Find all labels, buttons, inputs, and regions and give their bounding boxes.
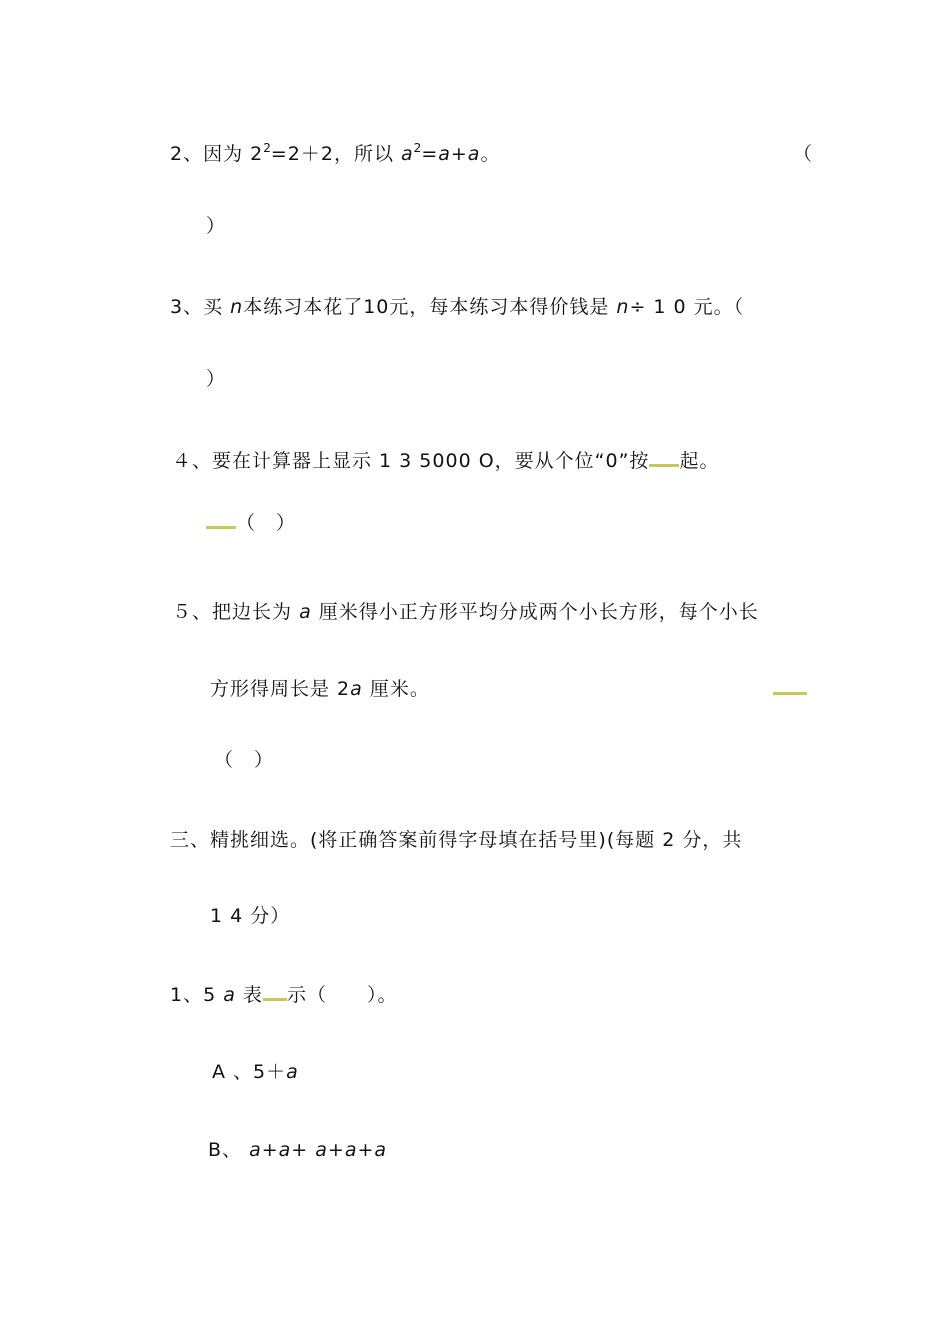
question-4: ４、要在计算器上显示 1 3 5000 O，要从个位“0”按 起。 <box>172 450 720 472</box>
question-5-line-2: 方形得周长是 2a 厘米。 <box>210 678 430 700</box>
answer-paren: （ ） <box>214 749 275 771</box>
question-5: ５、把边长为 a 厘米得小正方形平均分成两个小长方形，每个小长 <box>172 601 759 623</box>
fill-blank[interactable] <box>206 510 236 529</box>
question-2: 2、因为 $2^2=2+2$，所以 $a^2=a+a$。 <box>170 141 501 165</box>
answer-paren-close: ） <box>206 215 227 237</box>
fill-blank[interactable] <box>649 448 679 467</box>
answer-paren-open: （ <box>793 143 814 165</box>
fill-blank[interactable] <box>773 676 807 695</box>
section-3-title-cont: 1 4 分） <box>210 905 291 927</box>
question-number: 1、 <box>170 984 204 1006</box>
question-number: 2、 <box>170 143 204 165</box>
mc-question-1: 1、5 a 表 示（ ）。 <box>170 984 398 1006</box>
question-number: 3、 <box>170 296 204 318</box>
question-number: ４、 <box>172 450 213 472</box>
option-label: A 、 <box>212 1061 254 1083</box>
option-a[interactable]: A 、5＋a <box>212 1061 299 1083</box>
question-4-answer <box>206 510 296 535</box>
answer-paren: （ ） <box>236 512 297 534</box>
option-label: B、 <box>208 1139 243 1161</box>
answer-paren-close: ） <box>206 368 227 390</box>
option-b[interactable]: B、 a+a+ a+a+a <box>208 1139 388 1161</box>
question-3: 3、买 n本练习本花了10元，每本练习本得价钱是 n÷ 1 0 元。（ <box>170 296 745 318</box>
section-3-title: 三、精挑细选。(将正确答案前得字母填在括号里)(每题 2 分，共 <box>170 829 743 851</box>
question-number: ５、 <box>172 601 213 623</box>
fill-blank[interactable] <box>263 982 287 1001</box>
